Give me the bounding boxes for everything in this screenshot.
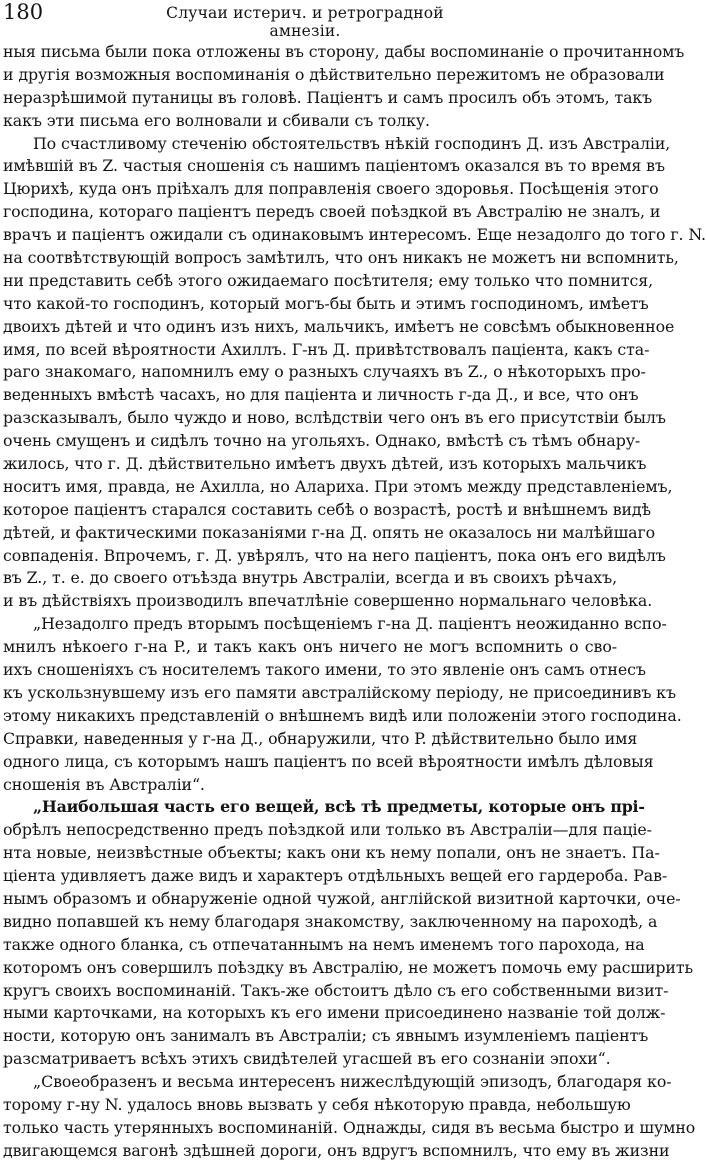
text-line: господина, котораго паціентъ передъ своей поѣздкой въ Австралію не зналъ, и [3,202,661,222]
text-line: жилось, что г. Д. дѣйствительно имѣетъ двухъ дѣтей, изъ которыхъ мальчикъ [3,454,647,474]
text-line: неразрѣшимой путаницы въ головѣ. Паціентъ и самъ просилъ объ этомъ, такъ [3,87,653,107]
text-line: врачъ и паціентъ ожидали съ одинаковымъ интересомъ. Еще незадолго до того г. N. [3,225,706,245]
text-line: имя, по всей вѣроятности Ахиллъ. Г-нъ Д. привѣтствовалъ паціента, какъ ста- [3,339,650,359]
text-line: кругъ своихъ воспоминаній. Такъ-же обстоитъ дѣло съ его собственными визит- [3,980,669,1000]
text-line: и въ дѣйствіяхъ производилъ впечатлѣніе совершенно нормальнаго человѣка. [3,591,653,611]
page-number: 180 [3,0,44,24]
text-line: веденныхъ вмѣстѣ часахъ, но для паціента и личность г-да Д., и все, что онъ [3,385,639,405]
text-line: По счастливому стеченію обстоятельствъ нѣкій господинъ Д. изъ Австраліи, [33,133,671,153]
text-line: ціента удивляетъ даже видъ и характеръ отдѣльныхъ вещей его гардероба. Рав- [3,866,668,886]
text-line: сношенія въ Австраліи“. [3,774,205,794]
text-line: ни представить себѣ этого ожидаемаго посѣтителя; ему только что помнится, [3,270,654,290]
text-line: къ ускользнувшему изъ его памяти австралійскому періоду, не присоединивъ къ [3,682,676,702]
text-line: „Наибольшая часть его вещей, всѣ тѣ предметы, которые онъ прі- [33,797,645,817]
text-line: очень смущенъ и сидѣлъ точно на угольяхъ. Однако, вмѣстѣ съ тѣмъ обнару- [3,431,641,451]
text-line: ныя письма были пока отложены въ сторону, дабы воспоминаніе о прочитанномъ [3,42,685,61]
text-line: также одного бланка, съ отпечатаннымъ на немъ именемъ того парохода, на [3,934,645,954]
text-line: обрѣлъ непосредственно предъ поѣздкой или только въ Австраліи—для паціе- [3,820,652,840]
text-line: какъ эти письма его волновали и сбивали съ толку. [3,110,430,130]
text-line: ными карточками, на которыхъ къ его имени присоединено названіе той долж- [3,1003,666,1023]
text-line: совпаденія. Впрочемъ, г. Д. увѣрялъ, что на него паціентъ, пока онъ его видѣлъ [3,545,666,565]
text-line: ности, которую онъ занималъ въ Австраліи; съ явнымъ изумленіемъ паціентъ [3,1026,649,1046]
text-line: Цюрихѣ, куда онъ пріѣхалъ для поправленія своего здоровья. Посѣщенія этого [3,179,659,199]
text-body [0,41,706,1163]
text-line: которомъ онъ совершилъ поѣздку въ Австралію, не можетъ помочь ему расширить [3,957,693,977]
text-line: одного лица, съ которымъ нашъ паціентъ по всей вѣроятности имѣлъ дѣловыя [3,751,654,771]
text-line: имѣвшій въ Z. частыя сношенія съ нашимъ паціентомъ оказался въ то время въ [3,156,665,176]
text-line: и другія возможныя воспоминанія о дѣйствительно пережитомъ не образовали [3,64,665,84]
text-line: раго знакомаго, напомнилъ ему о разныхъ случаяхъ въ Z., о нѣкоторыхъ про- [3,362,646,382]
text-line: мнилъ нѣкоего г-на P., и такъ какъ онъ ничего не могъ вспомнить о сво- [3,637,617,657]
text-line: двигающемся вагонѣ здѣшней дороги, онъ вдругъ вспомнилъ, что ему въ жизни [3,1140,670,1160]
text-line: только часть утерянныхъ воспоминаній. Однажды, сидя въ весьма быстро и шумно [3,1117,696,1137]
text-line: дѣтей, и фактическими показаніями г-на Д. опять не оказалось ни малѣйшаго [3,522,656,542]
text-line: этому никакихъ представленій о внѣшнемъ видѣ или положеніи этого господина. [3,705,682,725]
text-line: „Незадолго предъ вторымъ посѣщеніемъ г-на Д. паціентъ неожиданно вспо- [33,614,667,634]
text-line: „Своеобразенъ и весьма интересенъ нижеслѣдующій эпизодъ, благодаря ко- [33,1072,672,1092]
text-line: двоихъ дѣтей и что одинъ изъ нихъ, мальчикъ, имѣетъ не совсѣмъ обыкновенное [3,316,675,336]
text-line: Справки, наведенныя у г-на Д., обнаружили, что P. дѣйствительно было имя [3,728,638,748]
text-line: которое паціентъ старался составить себѣ о возрастѣ, ростѣ и внѣшнемъ видѣ [3,499,651,519]
text-line: носитъ имя, правда, не Ахилла, но Алариха. При этомъ между представленіемъ, [3,476,673,496]
text-line: на соотвѣтствующій вопросъ замѣтилъ, что онъ никакъ не можетъ ни вспомнить, [3,248,679,268]
running-head: Случаи истерич. и ретроградной амнезіи. [166,4,444,40]
text-line: нта новые, неизвѣстные объекты; какъ они къ нему попали, онъ не знаетъ. Па- [3,843,660,863]
text-line: что какой-то господинъ, который могъ-бы быть и этимъ господиномъ, имѣетъ [3,293,649,313]
text-line: разсказывалъ, было чуждо и ново, вслѣдствіи чего онъ въ его присутствіи былъ [3,408,666,428]
text-line: разсматриваетъ всѣхъ этихъ свидѣтелей угасшей въ его сознаніи эпохи“. [3,1049,611,1069]
page-header [0,0,620,40]
text-line: въ Z., т. е. до своего отъѣзда внутрь Австраліи, всегда и въ своихъ рѣчахъ, [3,568,617,588]
text-line: ихъ сношеніяхъ съ носителемъ такого имени, то это явленіе онъ самъ отнесъ [3,660,646,680]
text-line: нымъ образомъ и обнаруженіе одной чужой, англійской визитной карточки, оче- [3,888,681,908]
text-line: торому г-ну N. удалось вновь вызвать у себя нѣкоторую правда, небольшую [3,1094,631,1114]
text-line: видно попавшей къ нему благодаря знакомству, заключенному на пароходѣ, а [3,911,658,931]
